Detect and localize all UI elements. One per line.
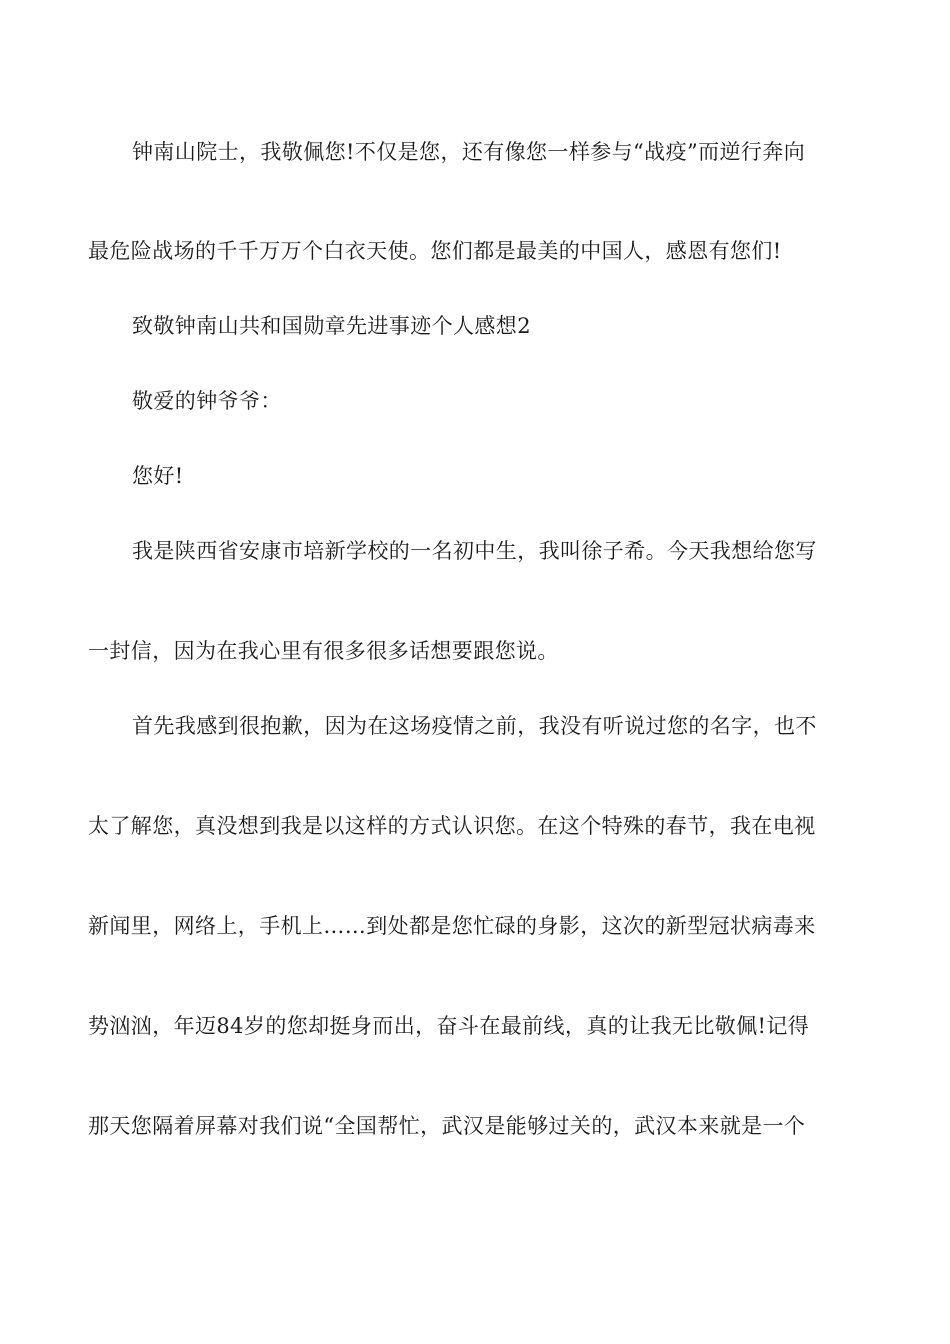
paragraph-line: 太了解您，真没想到我是以这样的方式认识您。在这个特殊的春节，我在电视	[88, 814, 816, 838]
paragraph-line: 首先我感到很抱歉，因为在这场疫情之前，我没有听说过您的名字，也不	[132, 714, 817, 738]
paragraph-line: 那天您隔着屏幕对我们说“全国帮忙，武汉是能够过关的，武汉本来就是一个	[88, 1114, 806, 1138]
letter-greeting: 您好!	[132, 464, 184, 488]
paragraph-line: 最危险战场的千千万万个白衣天使。您们都是最美的中国人，感恩有您们!	[88, 239, 782, 263]
paragraph-line: 钟南山院士，我敬佩您!不仅是您，还有像您一样参与“战疫”而逆行奔向	[132, 140, 806, 164]
paragraph-line: 我是陕西省安康市培新学校的一名初中生，我叫徐子希。今天我想给您写	[132, 539, 817, 563]
paragraph-line: 一封信，因为在我心里有很多很多话想要跟您说。	[88, 639, 559, 663]
paragraph-line: 势汹汹，年迈84岁的您却挺身而出，奋斗在最前线，真的让我无比敬佩!记得	[88, 1014, 810, 1038]
paragraph-line: 新闻里，网络上，手机上……到处都是您忙碌的身影，这次的新型冠状病毒来	[88, 914, 816, 938]
letter-salutation: 敬爱的钟爷爷：	[132, 389, 282, 413]
section-heading: 致敬钟南山共和国勋章先进事迹个人感想2	[132, 314, 531, 338]
